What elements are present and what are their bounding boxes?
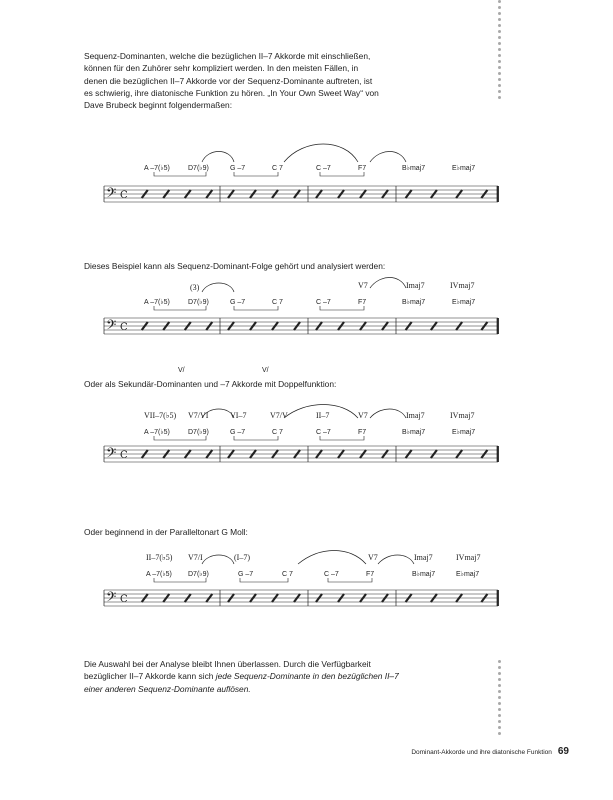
analysis-label: (3) [190, 283, 200, 292]
chord-label: C 7 [272, 299, 283, 306]
staff-lines [104, 445, 498, 464]
paragraph-example-3 [84, 378, 336, 390]
bracket-lines [154, 306, 364, 310]
chapter-title: Dominant-Akkorde und ihre diatonische Funktion [411, 749, 552, 756]
chord-label: E♭maj7 [452, 165, 476, 172]
chord-label: D7(♭9) [188, 165, 209, 172]
staff-example-3 [84, 396, 524, 476]
chord-label: E♭maj7 [452, 299, 476, 306]
chord-label: D7(♭9) [188, 571, 209, 578]
text-line: es schwierig, ihre diatonische Funktion zu hören. „In Your Own Sweet Way“ von [84, 87, 379, 98]
bracket-lines [154, 578, 372, 582]
chord-label: D7(♭9) [188, 299, 209, 306]
bracket-lines [154, 172, 364, 176]
bass-clef-icon: 𝄢 [106, 589, 117, 608]
bass-clef-icon: 𝄢 [106, 445, 117, 464]
analysis-label: VII–7(♭5) [144, 411, 177, 420]
text-line: denen die bezüglichen II–7 Akkorde vor der Sequenz-Dominante auftreten, ist [84, 75, 373, 86]
chord-label: A –7(♭5) [144, 299, 170, 306]
text-line: Oder als Sekundär-Dominanten und –7 Akkorde mit Doppelfunktion: [84, 379, 337, 389]
chord-label: C 7 [272, 429, 283, 436]
text-line: Sequenz-Dominanten, welche die bezüglichen II–7 Akkorde mit einschließen, [84, 51, 371, 61]
text-line: Oder beginnend in der Paralleltonart G Moll: [84, 527, 248, 537]
chord-label: B♭maj7 [412, 571, 436, 578]
chord-label: G –7 [230, 429, 246, 436]
decorative-dots-bottom [498, 660, 502, 738]
chord-label: D7(♭9) [188, 429, 209, 436]
text-line: Die Auswahl bei der Analyse bleibt Ihnen überlassen. Durch die Verfügbarkeit [84, 659, 371, 669]
staff-lines [104, 185, 498, 204]
analysis-label: V7/I [188, 553, 203, 562]
analysis-label: VI–7 [230, 411, 247, 420]
analysis-label: V7 [358, 281, 368, 290]
music-example-2 [84, 272, 524, 392]
analysis-label: IVmaj7 [450, 411, 475, 420]
paragraph-example-2 [84, 260, 385, 272]
chord-label: C 7 [282, 571, 293, 578]
chord-label: F7 [366, 571, 375, 578]
analysis-label: Imaj7 [406, 411, 425, 420]
staff-example-1 [84, 140, 524, 220]
arrows [202, 144, 406, 162]
chord-label: G –7 [230, 299, 246, 306]
bass-clef-icon: 𝄢 [106, 317, 117, 336]
chord-label: C 7 [272, 165, 283, 172]
page-footer [411, 746, 569, 757]
chord-label: C –7 [316, 299, 331, 306]
staff-example-4 [84, 540, 524, 620]
music-example-3 [84, 396, 524, 516]
music-example-1 [84, 140, 524, 260]
chord-label: A –7(♭5) [146, 571, 172, 578]
outro-paragraph [84, 658, 484, 695]
text-line [84, 683, 484, 695]
music-example-4 [84, 540, 524, 660]
small-mark: V/ [262, 367, 269, 374]
analysis-label: V7 [358, 411, 368, 420]
analysis-label: V7/V [270, 411, 288, 420]
decorative-dots-top [498, 0, 502, 102]
analysis-label: V7/VI [188, 411, 209, 420]
chord-label: C –7 [324, 571, 339, 578]
chord-label: F7 [358, 429, 367, 436]
text-line: Dave Brubeck beginnt folgendermaßen: [84, 100, 233, 111]
bass-clef-icon: 𝄢 [106, 185, 117, 204]
chord-label: E♭maj7 [456, 571, 480, 578]
analysis-label: IVmaj7 [456, 553, 481, 562]
chord-label: F7 [358, 165, 367, 172]
analysis-label: II–7(♭5) [146, 553, 173, 562]
staff-lines [104, 317, 498, 336]
text-span: bezüglicher II–7 Akkorde kann sich [84, 671, 216, 682]
common-time-icon: C [120, 450, 128, 461]
common-time-icon: C [120, 594, 128, 605]
chord-label: C –7 [316, 165, 331, 172]
text-line: können für den Zuhörer sehr kompliziert werden. In den meisten Fällen, in [84, 63, 359, 74]
text-line [84, 670, 484, 682]
chord-label: A –7(♭5) [144, 429, 170, 436]
bracket-lines [154, 436, 364, 440]
text-italic: einer anderen Sequenz-Dominante auflösen. [84, 683, 251, 694]
analysis-label: Imaj7 [406, 281, 425, 290]
chord-label: A –7(♭5) [144, 165, 170, 172]
staff-example-2 [84, 272, 524, 352]
common-time-icon: C [120, 190, 128, 201]
chord-label: B♭maj7 [402, 429, 426, 436]
text-line: Dieses Beispiel kann als Sequenz-Dominant-Folge gehört und analysiert werden: [84, 261, 386, 271]
chord-label: E♭maj7 [452, 429, 476, 436]
analysis-label: II–7 [316, 411, 330, 420]
chord-label: G –7 [230, 165, 246, 172]
common-time-icon: C [120, 322, 128, 333]
chord-label: B♭maj7 [402, 299, 426, 306]
analysis-label: Imaj7 [414, 553, 433, 562]
text-italic: jede Sequenz-Dominante in den bezüglichen II–7 [215, 671, 399, 682]
chord-label: B♭maj7 [402, 165, 426, 172]
small-mark: V/ [178, 367, 185, 374]
page-number: 69 [557, 746, 569, 757]
paragraph-example-4 [84, 526, 248, 538]
analysis-label: V7 [368, 553, 378, 562]
analysis-label: (I–7) [234, 553, 250, 562]
chord-label: F7 [358, 299, 367, 306]
analysis-label: IVmaj7 [450, 281, 475, 290]
arrows [202, 278, 406, 293]
staff-lines [104, 589, 498, 608]
chord-label: G –7 [238, 571, 254, 578]
intro-paragraph [84, 50, 484, 111]
chord-label: C –7 [316, 429, 331, 436]
